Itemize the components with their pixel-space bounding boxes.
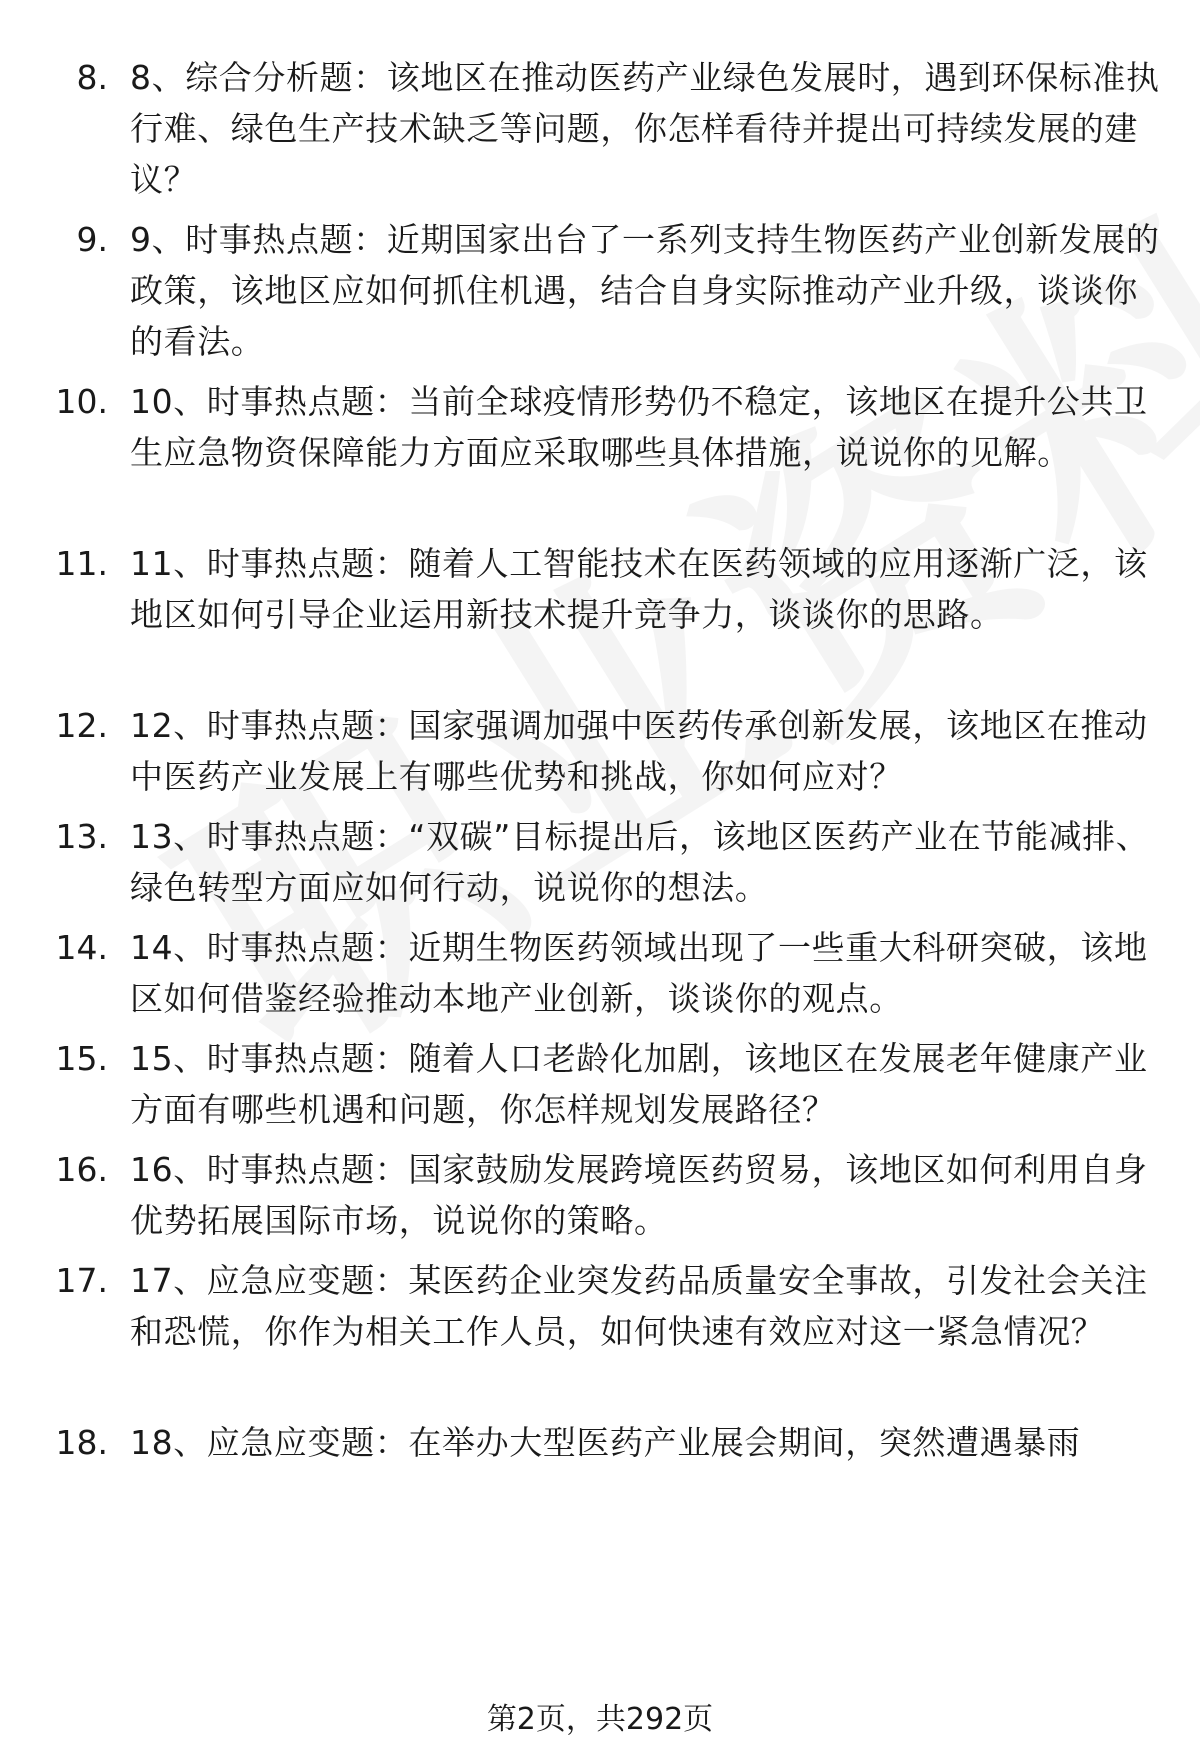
item-number: 8.	[76, 58, 108, 97]
item-text: 10、时事热点题：当前全球疫情形势仍不稳定，该地区在提升公共卫生应急物资保障能力方面应采取哪些具体措施，说说你的见解。	[130, 382, 1148, 472]
item-text: 14、时事热点题：近期生物医药领域出现了一些重大科研突破，该地区如何借鉴经验推动本地产业创新，谈谈你的观点。	[130, 928, 1148, 1018]
item-text: 12、时事热点题：国家强调加强中医药传承创新发展，该地区在推动中医药产业发展上有哪些优势和挑战，你如何应对？	[130, 706, 1148, 796]
item-text: 15、时事热点题：随着人口老龄化加剧，该地区在发展老年健康产业方面有哪些机遇和问题，你怎样规划发展路径？	[130, 1039, 1148, 1129]
item-text: 18、应急应变题：在举办大型医药产业展会期间，突然遭遇暴雨	[130, 1423, 1081, 1462]
item-number: 10.	[55, 382, 108, 421]
item-text: 13、时事热点题：“双碳”目标提出后，该地区医药产业在节能减排、绿色转型方面应如何行动，说说你的想法。	[130, 817, 1150, 907]
item-number: 9.	[76, 220, 108, 259]
item-number: 15.	[55, 1039, 108, 1078]
item-text: 17、应急应变题：某医药企业突发药品质量安全事故，引发社会关注和恐慌，你作为相关工作人员，如何快速有效应对这一紧急情况？	[130, 1261, 1148, 1351]
item-number: 17.	[55, 1261, 108, 1300]
item-number: 11.	[55, 544, 108, 583]
item-number: 16.	[55, 1150, 108, 1189]
item-text: 16、时事热点题：国家鼓励发展跨境医药贸易，该地区如何利用自身优势拓展国际市场，说说你的策略。	[130, 1150, 1148, 1240]
page-footer: 第2页，共292页	[486, 1702, 714, 1737]
item-number: 18.	[55, 1423, 108, 1462]
item-number: 12.	[55, 706, 108, 745]
item-text: 8、综合分析题：该地区在推动医药产业绿色发展时，遇到环保标准执行难、绿色生产技术缺乏等问题，你怎样看待并提出可持续发展的建议？	[130, 58, 1160, 199]
item-number: 13.	[55, 817, 108, 856]
item-text: 9、时事热点题：近期国家出台了一系列支持生物医药产业创新发展的政策，该地区应如何抓住机遇，结合自身实际推动产业升级，谈谈你的看法。	[130, 220, 1160, 361]
item-text: 11、时事热点题：随着人工智能技术在医药领域的应用逐渐广泛，该地区如何引导企业运用新技术提升竞争力，谈谈你的思路。	[130, 544, 1148, 634]
item-number: 14.	[55, 928, 108, 967]
